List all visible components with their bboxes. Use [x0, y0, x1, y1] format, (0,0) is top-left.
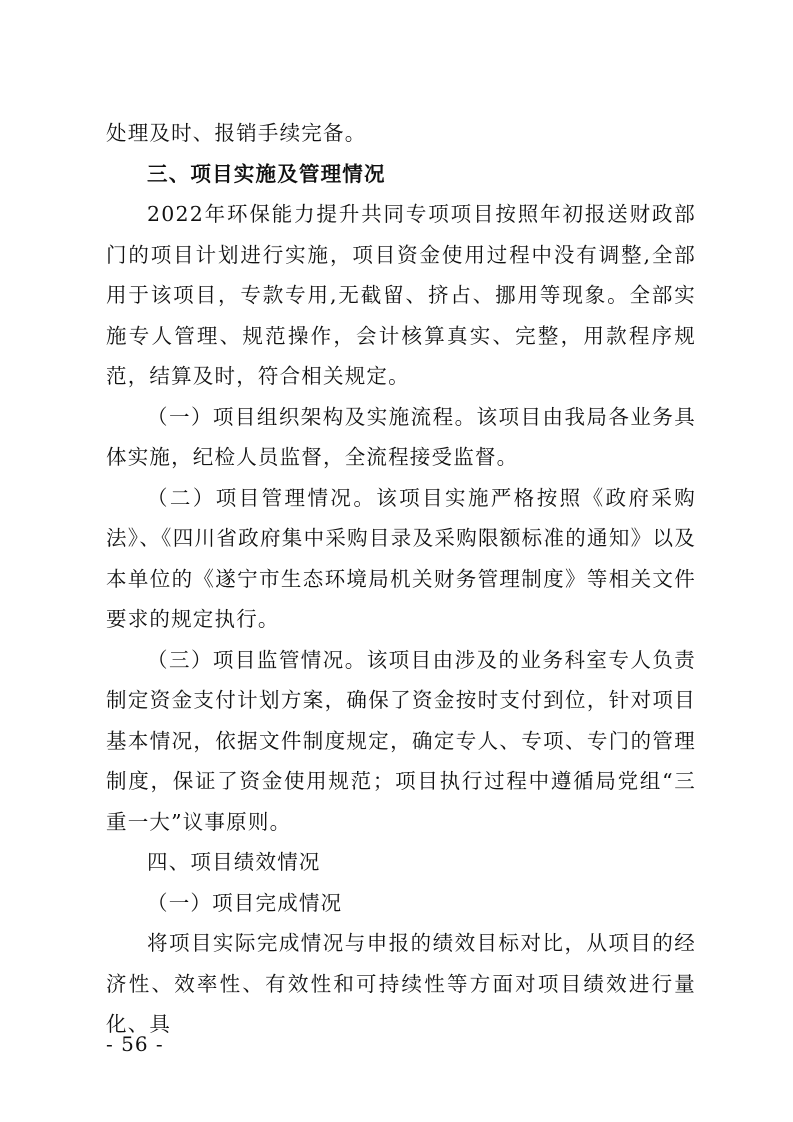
- paragraph-project-overview: 2022年环保能力提升共同专项项目按照年初报送财政部门的项目计划进行实施，项目资金使用过程中没有调整,全部用于该项目，专款专用,无截留、挤占、挪用等现象。全部实施专人管理、规范操作，会计核算真实、完整，用款程序规范，结算及时，符合相关规定。: [106, 202, 696, 388]
- paragraph-continuation: 处理及时、报销手续完备。: [106, 121, 367, 145]
- document-body: [106, 113, 696, 1045]
- paragraph-supervision: （三）项目监管情况。该项目由涉及的业务科室专人负责制定资金支付计划方案，确保了资金按时支付到位，针对项目基本情况，依据文件制度规定，确定专人、专项、专门的管理制度，保证了资金使用规范；项目执行过程中遵循局党组“三重一大”议事原则。: [106, 647, 696, 834]
- section-heading-3: 三、项目实施及管理情况: [147, 161, 386, 186]
- paragraph-management: （二）项目管理情况。该项目实施严格按照《政府采购法》、《四川省政府集中采购目录及采购限额标准的通知》以及本单位的《遂宁市生态环境局机关财务管理制度》等相关文件要求的规定执行。: [106, 485, 696, 631]
- subsection-heading-completion: （一）项目完成情况: [147, 890, 343, 915]
- section-heading-4: 四、项目绩效情况: [147, 850, 321, 874]
- page-number: - 56 -: [106, 1032, 164, 1056]
- paragraph-org-structure: （一）项目组织架构及实施流程。该项目由我局各业务具体实施，纪检人员监督，全流程接受监督。: [106, 404, 696, 469]
- paragraph-performance: 将项目实际完成情况与申报的绩效目标对比，从项目的经济性、效率性、有效性和可持续性等方面对项目绩效进行量化、具: [106, 931, 696, 1036]
